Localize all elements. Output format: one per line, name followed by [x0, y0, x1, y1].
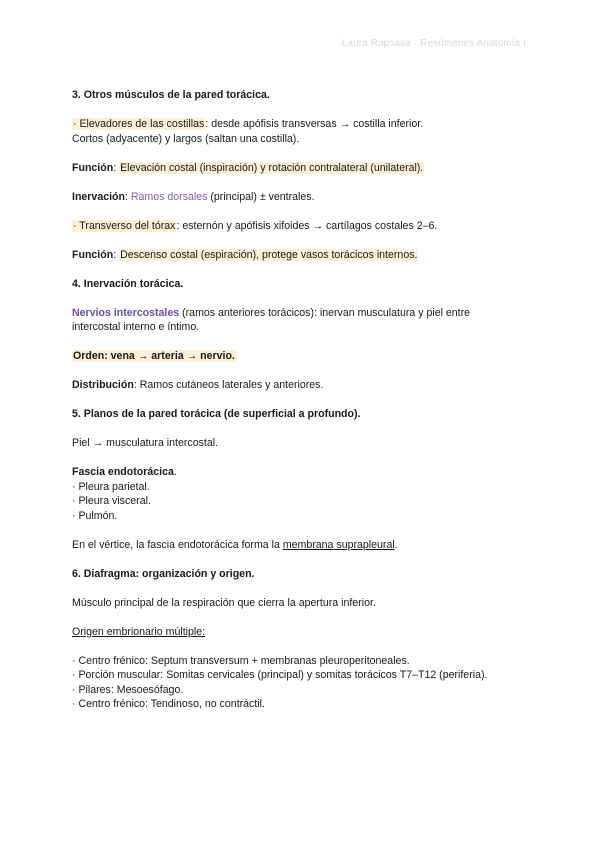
piel-line: Piel → musculatura intercostal. [72, 437, 219, 449]
vertice-line [72, 538, 532, 553]
origen-subheading: Origen embrionario múltiple: [72, 625, 206, 638]
inervacion-text: (principal) ± ventrales. [207, 190, 315, 203]
inervacion-colon: : [125, 190, 131, 203]
list-item: · Porción muscular: Somitas cervicales (principal) y somitas torácicos T7–T12 (periferia). [72, 669, 488, 681]
funcion-1-text: Elevación costal (inspiración) y rotación contralateral (unilateral). [120, 161, 424, 174]
list-item: · Pulmón. [72, 509, 118, 522]
vertice-text: En el vértice, la fascia endotorácica forma la [72, 538, 283, 551]
section-5-heading: 5. Planos de la pared torácica (de superficial a profundo). [72, 408, 361, 420]
fascia-label: Fascia endotorácica [72, 466, 174, 478]
transverso-text: : esternón y apófisis xifoides → cartílagos costales 2–6. [176, 219, 438, 232]
distribucion-label: Distribución [72, 379, 134, 391]
elevadores-text: : desde apófisis transversas → costilla inferior. [205, 118, 424, 130]
ramos-dorsales-term: Ramos dorsales [130, 190, 208, 203]
transverso-label: · Transverso del tórax [73, 219, 176, 232]
section-6-heading: 6. Diafragma: organización y origen. [72, 567, 255, 580]
elevadores-label: · Elevadores de las costillas [73, 118, 205, 130]
elevadores-line-2: Cortos (adyacente) y largos (saltan una costilla). [72, 132, 300, 145]
list-item: · Centro frénico: Septum transversum + membranas pleuroperitoneales. [72, 654, 410, 667]
funcion-1-line [72, 161, 532, 176]
section-4-heading: 4. Inervación torácica. [72, 277, 184, 290]
funcion-1-label: Función [72, 161, 114, 174]
funcion-2-text: Descenso costal (espiración), protege vasos torácicos internos. [120, 248, 418, 261]
elevadores-line [72, 117, 532, 132]
inervacion-line [72, 190, 532, 205]
fascia-dot: . [173, 466, 177, 478]
distribucion-line [72, 378, 532, 393]
funcion-2-colon: : [113, 248, 120, 261]
funcion-2-line [72, 248, 532, 263]
document-body [72, 88, 532, 712]
funcion-2-label: Función [72, 248, 114, 261]
list-item: · Pleura parietal. [72, 480, 150, 493]
list-item: · Pleura visceral. [72, 495, 151, 507]
section-3-heading: 3. Otros músculos de la pared torácica. [72, 89, 270, 101]
orden-line [72, 349, 532, 364]
diafragma-intro: Músculo principal de la respiración que cierra la apertura inferior. [72, 596, 376, 609]
nervios-line-2: intercostal interno e íntimo. [72, 321, 200, 333]
membrana-suprapleural-term: membrana suprapleural [282, 538, 395, 551]
list-item: · Pilares: Mesoesófago. [72, 683, 184, 696]
funcion-1-colon: : [113, 161, 120, 174]
fascia-line [72, 465, 532, 480]
distribucion-text: : Ramos cutáneos laterales y anteriores. [133, 379, 324, 391]
transverso-line [72, 219, 532, 234]
vertice-end: . [394, 538, 398, 551]
list-item: · Centro frénico: Tendinoso, no contráctil. [72, 698, 265, 710]
nervios-intercostales-term: Nervios intercostales [72, 306, 180, 319]
inervacion-label: Inervación [72, 190, 125, 203]
nervios-text: (ramos anteriores torácicos): inervan musculatura y piel entre [179, 306, 471, 319]
nervios-line [72, 306, 532, 321]
page-header: Laura Rapsasa · Resúmenes Anatomía I [341, 38, 526, 49]
orden-text: Orden: vena → arteria → nervio. [73, 350, 235, 362]
